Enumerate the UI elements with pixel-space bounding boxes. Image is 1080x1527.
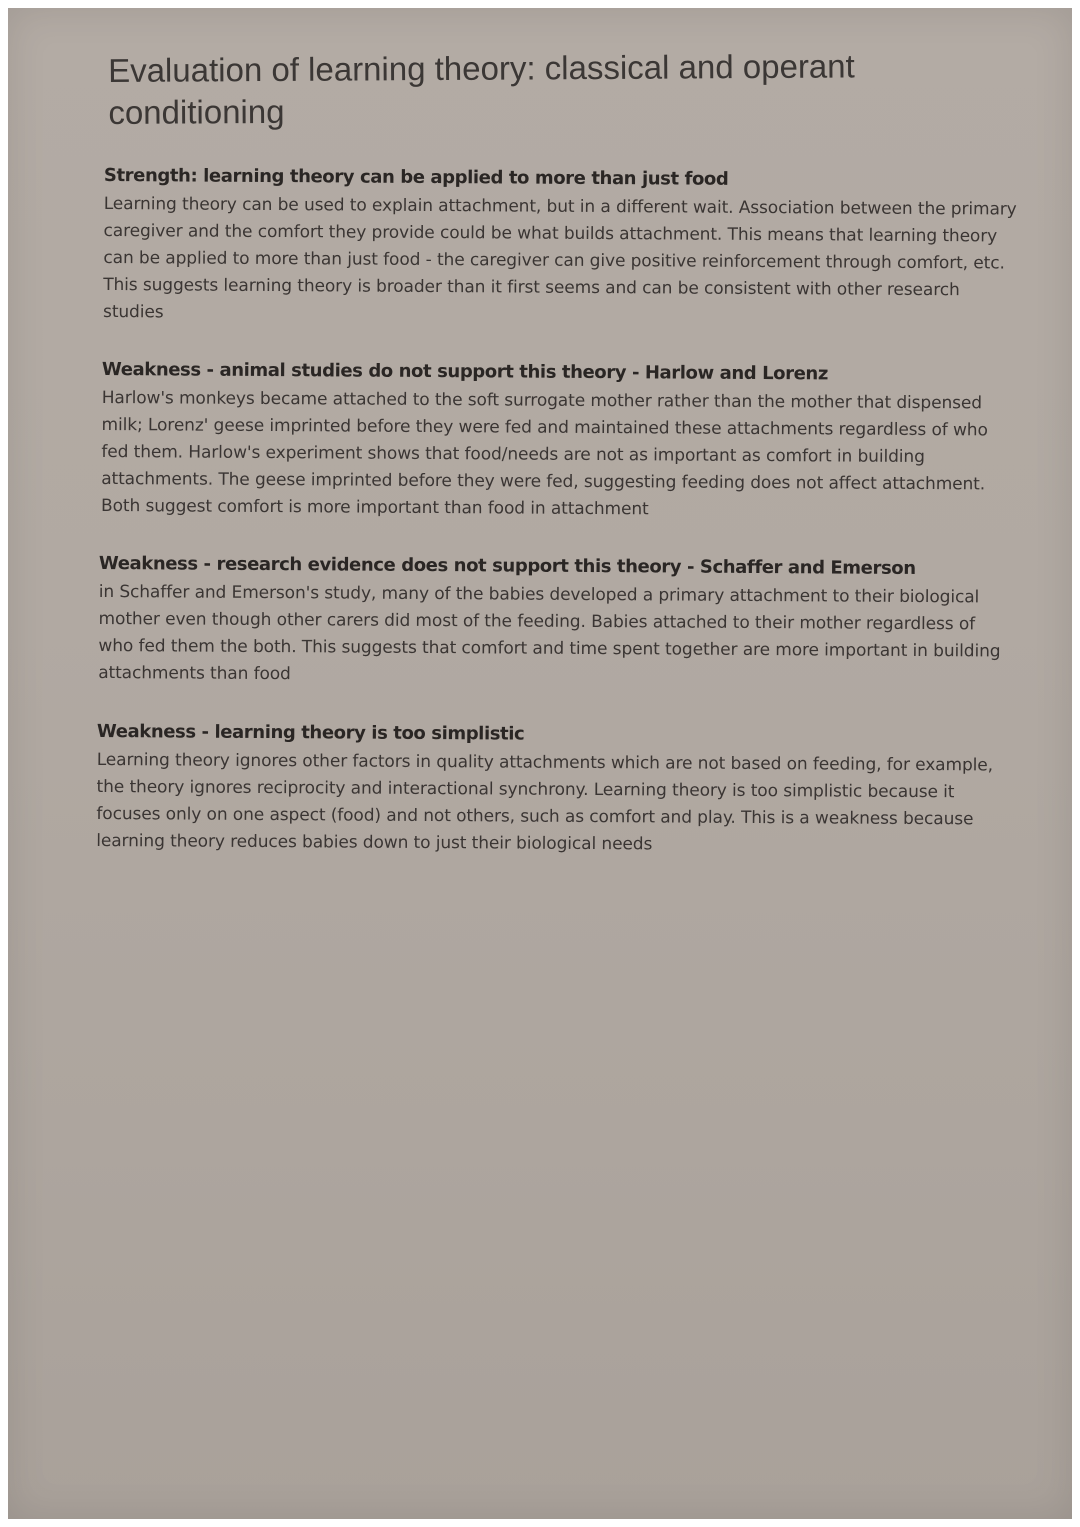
section-body: Learning theory can be used to explain attachment, but in a different wait. Association between the primary caregiver and the comfort they provide could be what builds attachment. This means that learning theory can be applied to more than just food - the caregiver can give positive reinforcement through comfort, etc. This suggests learning theory is broader than it first seems and can be consistent with other research studies xyxy=(103,193,1017,323)
weakness-research-evidence-section xyxy=(98,551,1014,693)
section-body: Harlow's monkeys became attached to the soft surrogate mother rather than the mother that dispensed milk; Lorenz' geese imprinted before they were fed and maintained these attachments regardless of who fed them. Harlow's experiment shows that food/needs are not as important as comfort in building attachments. The geese imprinted before they were fed, suggesting feeding does not affect attachment. Both suggest comfort is more important than food in attachment xyxy=(101,387,988,520)
section-heading: Weakness - animal studies do not support this theory - Harlow and Lorenz xyxy=(101,358,829,385)
weakness-simplistic-section xyxy=(96,719,1012,861)
section-heading: Weakness - learning theory is too simplistic xyxy=(96,720,525,745)
weakness-animal-studies-section xyxy=(101,357,1017,526)
section-body: Learning theory ignores other factors in quality attachments which are not based on feeding, for example, the theory ignores reciprocity and interactional synchrony. Learning theory is too simplistic because it focuses only on one aspect (food) and not others, such as comfort and play. This is a weakness because learning theory reduces babies down to just their biological needs xyxy=(96,749,994,855)
strength-section xyxy=(103,163,1019,332)
section-body: in Schaffer and Emerson's study, many of the babies developed a primary attachment to their biological mother even though other carers did most of the feeding. Babies attached to their mother regardless of who fed them the both. This suggests that comfort and time spent together are more important in building attachments than food xyxy=(98,581,1001,685)
section-heading: Strength: learning theory can be applied to more than just food xyxy=(103,164,729,190)
page-title: Evaluation of learning theory: classical and operant conditioning xyxy=(108,47,855,131)
paper-sheet xyxy=(8,8,1072,1519)
section-heading: Weakness - research evidence does not support this theory - Schaffer and Emerson xyxy=(98,552,916,579)
